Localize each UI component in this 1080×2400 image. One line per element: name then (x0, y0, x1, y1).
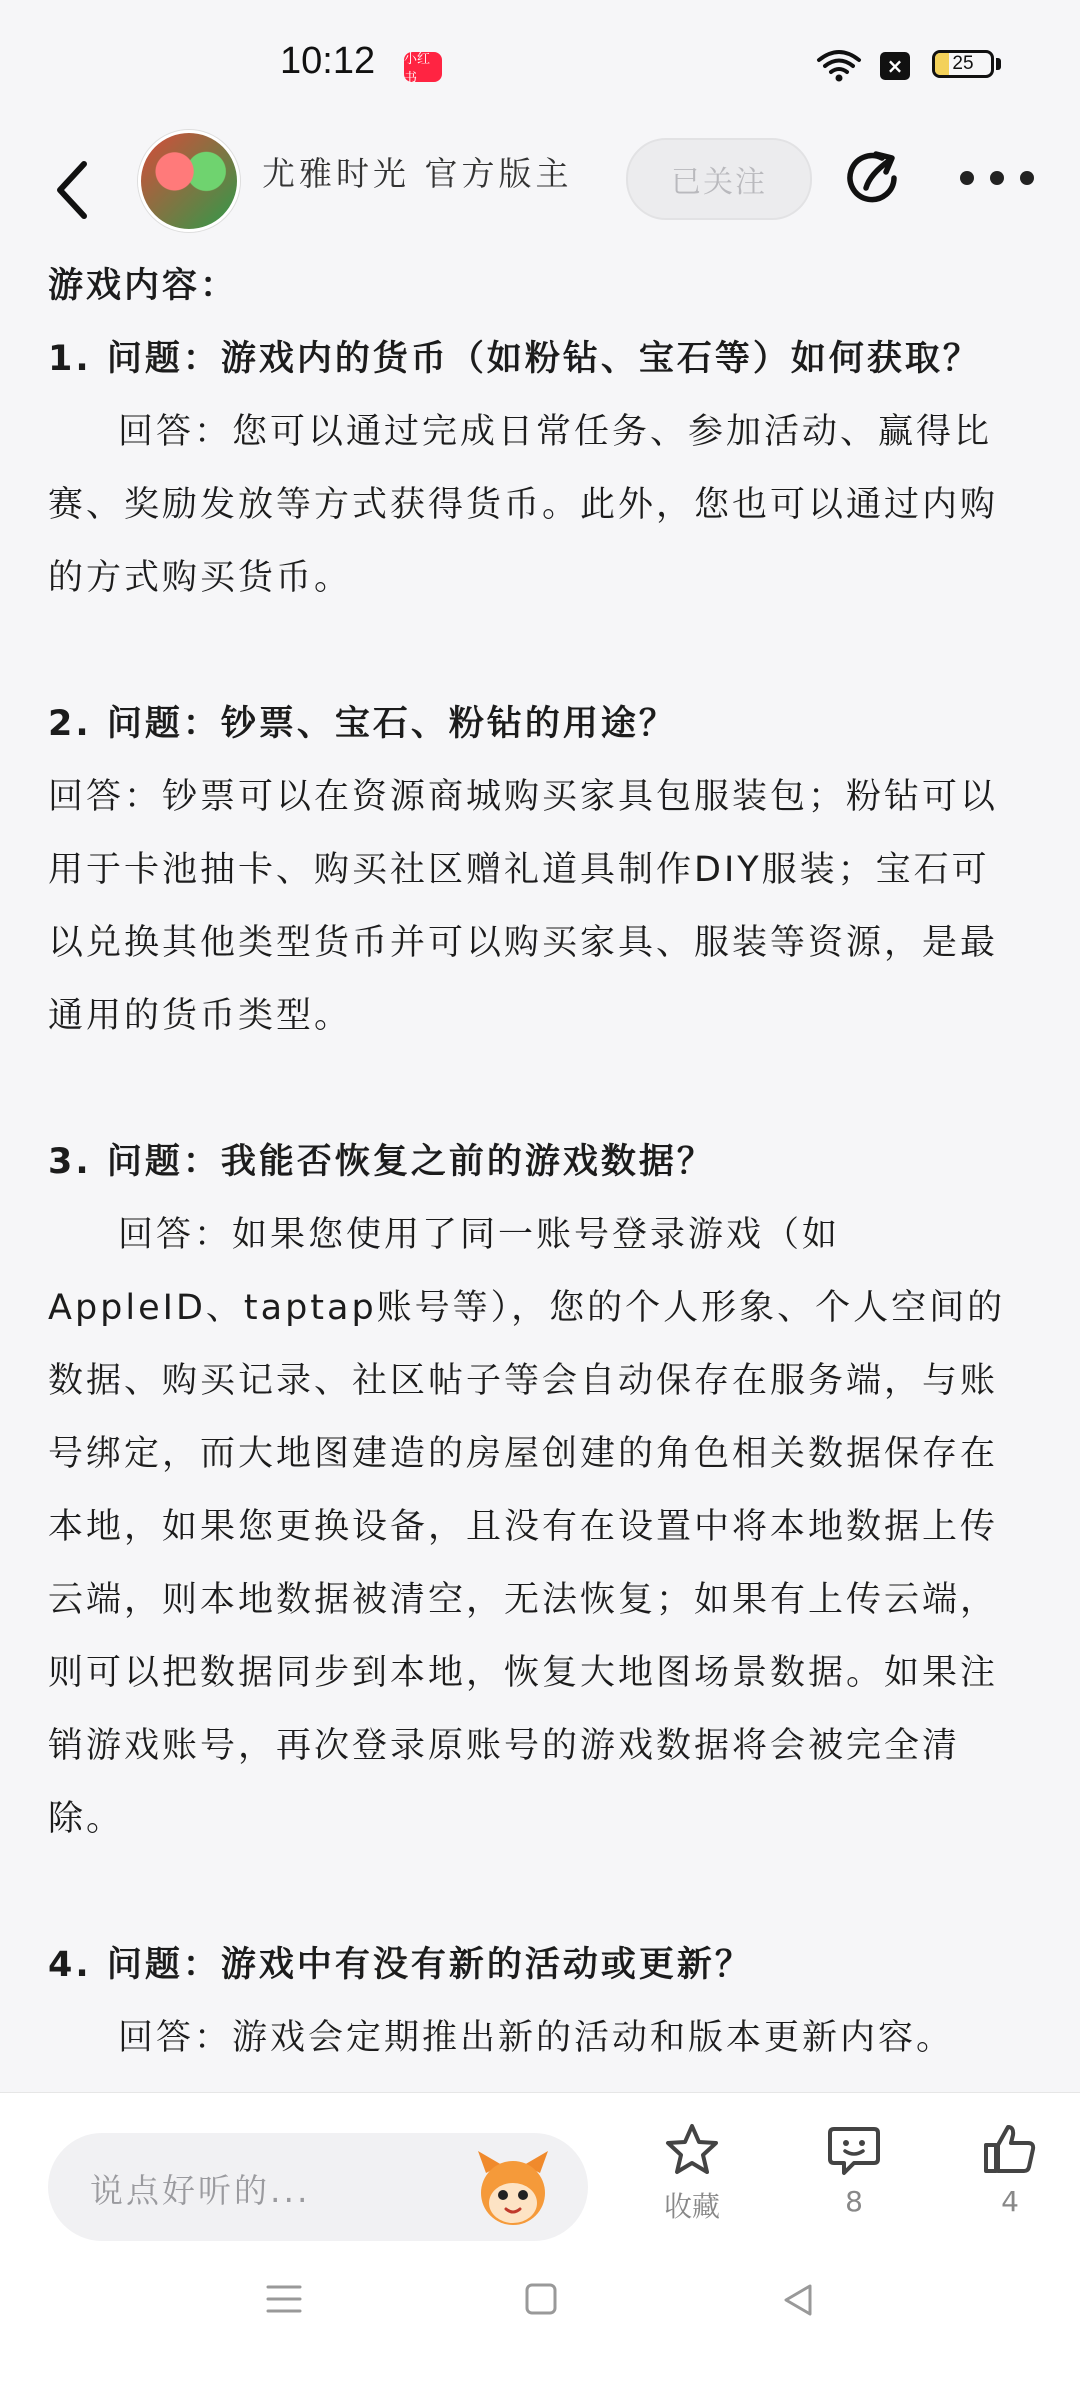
comment-count: 8 (845, 2185, 863, 2218)
battery-level: 25 (952, 53, 974, 74)
paragraph-gap (48, 1856, 1008, 1929)
app-badge: 小红书 (404, 52, 442, 82)
faq-answer: 回答：钞票可以在资源商城购买家具包服装包；粉钻可以用于卡池抽卡、购买社区赠礼道具制作DIY服装；宝石可以兑换其他类型货币并可以购买家具、服装等资源，是最通用的货币类型。 (48, 777, 999, 1036)
like-button[interactable] (960, 2121, 1060, 2218)
menu-icon[interactable] (266, 2282, 302, 2316)
more-dot (960, 171, 974, 185)
emoji-mascot-icon[interactable] (468, 2143, 558, 2233)
action-bar (0, 2092, 1080, 2253)
more-dot (990, 171, 1004, 185)
comment-placeholder: 说点好听的... (90, 2171, 311, 2210)
favorite-label: 收藏 (663, 2190, 720, 2223)
faq-answer: 回答：您可以通过完成日常任务、参加活动、赢得比赛、奖励发放等方式获得货币。此外，您也可以通过内购的方式购买货币。 (48, 412, 999, 598)
share-icon[interactable] (844, 148, 906, 210)
status-time: 10:12 (280, 40, 376, 82)
thumb-up-icon (980, 2121, 1040, 2179)
faq-question: 2. 问题：钞票、宝石、粉钻的用途？ (48, 704, 677, 744)
paragraph-gap (48, 1053, 1008, 1126)
faq-answer: 回答：如果您使用了同一账号登录游戏（如AppleID、taptap账号等），您的个人形象、个人空间的数据、购买记录、社区帖子等会自动保存在服务端，与账号绑定，而大地图建造的房屋创建的角色相关数据保存在本地，如果您更换设备，且没有在设置中将本地数据上传云端，则本地数据被清空，无法恢复；如果有上传云端，则可以把数据同步到本地，恢复大地图场景数据。如果注销游戏账号，再次登录原账号的游戏数据将会被完全清除。 (48, 1215, 1006, 1839)
nav-back-icon[interactable] (780, 2282, 816, 2318)
comment-icon (824, 2121, 884, 2179)
no-sim-icon: × (880, 52, 910, 80)
post-content (48, 250, 1008, 2090)
home-square-icon[interactable] (524, 2282, 558, 2316)
avatar[interactable] (138, 130, 240, 232)
star-icon (662, 2121, 722, 2179)
comment-button[interactable] (804, 2121, 904, 2218)
follow-button[interactable]: 已关注 (626, 138, 812, 220)
paragraph-gap (48, 615, 1008, 688)
faq-question: 4. 问题：游戏中有没有新的活动或更新？ (48, 1945, 753, 1985)
author-name[interactable]: 尤雅时光 官方版主 (262, 154, 573, 193)
wifi-icon (816, 48, 862, 82)
faq-question: 1. 问题：游戏内的货币（如粉钻、宝石等）如何获取？ (48, 339, 981, 379)
like-count: 4 (1001, 2185, 1019, 2218)
more-icon[interactable] (960, 168, 1034, 188)
battery-tip (996, 58, 1001, 70)
section-heading: 游戏内容： (48, 266, 239, 306)
comment-input[interactable] (48, 2133, 588, 2241)
faq-answer: 回答：游戏会定期推出新的活动和版本更新内容。 (118, 2018, 955, 2058)
system-nav-bar (0, 2252, 1080, 2400)
battery-icon (932, 50, 994, 78)
faq-question: 3. 问题：我能否恢复之前的游戏数据？ (48, 1142, 715, 1182)
favorite-button[interactable] (642, 2121, 742, 2225)
post-header (0, 130, 1080, 250)
more-dot (1020, 171, 1034, 185)
back-arrow-icon[interactable] (44, 152, 104, 228)
status-bar (0, 0, 1080, 130)
